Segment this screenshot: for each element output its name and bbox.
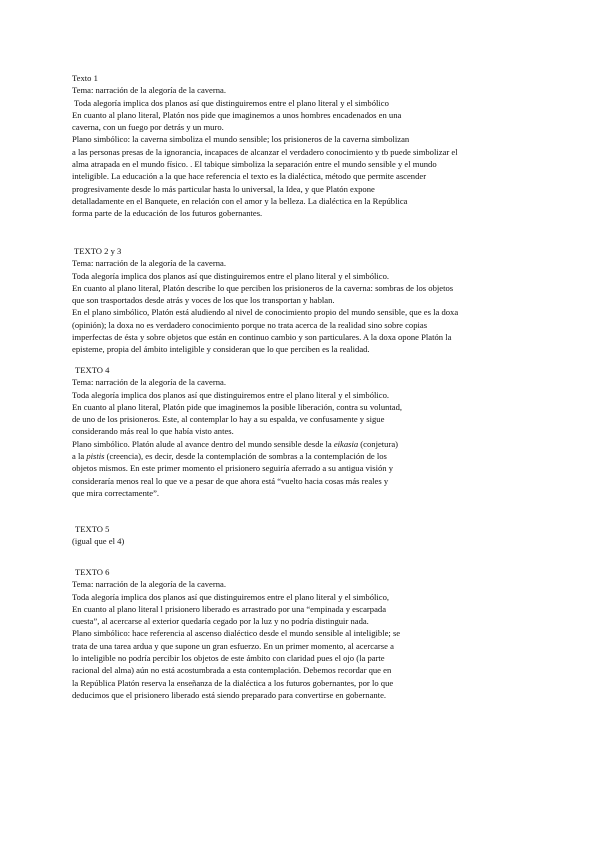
paragraph-line: En cuanto al plano literal l prisionero liberado es arrastrado por una “empinada y escarpada xyxy=(72,603,387,614)
paragraph-line: lo inteligible no podría percibir los objetos de este ámbito con claridad pues el ojo (la parte xyxy=(72,653,385,664)
text-run: Plano simbólico. Platón alude al avance dentro del mundo sensible desde la xyxy=(72,438,334,449)
paragraph-line: trata de una tarea ardua y que supone un gran esfuerzo. En un primer momento, al acercarse a xyxy=(72,640,394,651)
paragraph-line: Tema: narración de la alegoría de la caverna. xyxy=(72,85,226,96)
section-heading: TEXTO 4 xyxy=(75,365,110,375)
paragraph-line: Tema: narración de la alegoría de la caverna. xyxy=(72,258,226,269)
section-heading: TEXTO 6 xyxy=(75,567,110,577)
texto-6-section xyxy=(72,566,542,701)
paragraph-line: caverna, con un fuego por detrás y un muro. xyxy=(72,122,224,133)
paragraph-line: alma atrapada en el mundo físico. . El tabique simboliza la separación entre el mundo sensible y el mundo xyxy=(72,159,437,170)
texto-1-section xyxy=(72,72,542,220)
paragraph-line: Toda alegoría implica dos planos así que distinguiremos entre el plano literal y el simbólico. xyxy=(72,270,390,281)
paragraph-line: consideraría menos real lo que ve a pesar de que ahora está “vuelto hacia cosas más reales y xyxy=(72,475,389,486)
term-pistis: pistis xyxy=(86,451,105,462)
text-run: a la xyxy=(72,451,87,462)
paragraph-line: Toda alegoría implica dos planos así que distinguiremos entre el plano literal y el simbólico. xyxy=(72,389,390,400)
paragraph-line: que son trasportados desde atrás y voces de los que los transportan y hablan. xyxy=(72,295,335,306)
paragraph-line: que mira correctamente”. xyxy=(72,487,160,498)
texto-5-section xyxy=(72,523,542,548)
paragraph-line: En el plano simbólico, Platón está aludiendo al nivel de conocimiento propio del mundo sensible, que es la doxa xyxy=(72,307,459,318)
paragraph-line: En cuanto al plano literal, Platón pide que imaginemos la posible liberación, contra su voluntad, xyxy=(72,401,403,412)
paragraph-line: la República Platón reserva la enseñanza de la dialéctica a los futuros gobernantes, por lo que xyxy=(72,677,394,688)
paragraph-line: Toda alegoría implica dos planos así que distinguiremos entre el plano literal y el simbólico xyxy=(74,97,389,108)
paragraph-line: Tema: narración de la alegoría de la caverna. xyxy=(72,377,226,388)
paragraph-line: Plano simbólico: hace referencia al ascenso dialéctico desde el mundo sensible al inteligible; se xyxy=(72,628,401,639)
text-run: (conjetura) xyxy=(358,438,398,449)
texto-4-section xyxy=(72,364,542,499)
paragraph-line: Toda alegoría implica dos planos así que distinguiremos entre el plano literal y el simbólico, xyxy=(72,591,390,602)
paragraph-line: forma parte de la educación de los futuros gobernantes. xyxy=(72,208,263,219)
paragraph-line: objetos mismos. En este primer momento el prisionero seguiría aferrado a su antigua visión y xyxy=(72,463,393,474)
paragraph-line: Tema: narración de la alegoría de la caverna. xyxy=(72,579,226,590)
paragraph-line: detalladamente en el Banquete, en relación con el amor y la belleza. La dialéctica en la República xyxy=(72,195,408,206)
paragraph-line: de uno de los prisioneros. Este, al contemplar lo hay a su espalda, ve confusamente y sigue xyxy=(72,414,385,425)
paragraph-line: progresivamente desde lo más particular hasta lo universal, la Idea, y que Platón expone xyxy=(72,183,375,194)
paragraph-line: (igual que el 4) xyxy=(72,536,125,547)
paragraph-line: Plano simbólico: la caverna simboliza el mundo sensible; los prisioneros de la caverna simbolizan xyxy=(72,134,410,145)
section-heading: TEXTO 2 y 3 xyxy=(74,246,122,256)
paragraph-line: episteme, propia del ámbito inteligible y consideran que lo que perciben es la realidad. xyxy=(72,344,370,355)
paragraph-line xyxy=(72,450,542,462)
paragraph-line: racional del alma) aún no está acostumbrada a esta contemplación. Debemos recordar que en xyxy=(72,665,392,676)
section-heading: Texto 1 xyxy=(72,73,98,83)
paragraph-line: deducimos que el prisionero liberado está siendo preparado para convertirse en gobernante. xyxy=(72,689,387,700)
paragraph-line: imperfectas de ésta y sobre objetos que están en continuo cambio y son particulares. A la doxa opone Platón la xyxy=(72,332,452,343)
paragraph-line: a las personas presas de la ignorancia, incapaces de alcanzar el verdadero conocimiento y tb puede simbolizar el xyxy=(72,146,458,157)
paragraph-line: En cuanto al plano literal, Platón describe lo que perciben los prisioneros de la caverna: sombras de los objetos xyxy=(72,282,454,293)
paragraph-line: cuesta”, al acercarse al exterior quedaría cegado por la luz y no podría distinguir nada. xyxy=(72,616,369,627)
paragraph-line: considerando más real lo que había visto antes. xyxy=(72,426,234,437)
texto-2-3-section xyxy=(72,245,542,356)
paragraph-line: inteligible. La educación a la que hace referencia el texto es la dialéctica, método que permite ascender xyxy=(72,171,427,182)
paragraph-line: En cuanto al plano literal, Platón nos pide que imaginemos a unos hombres encadenados en una xyxy=(72,109,402,120)
section-heading: TEXTO 5 xyxy=(75,524,110,534)
term-eikasia: eikasia xyxy=(333,438,359,449)
paragraph-line: (opinión); la doxa no es verdadero conocimiento porque no trata acerca de la realidad sino sobre copias xyxy=(72,319,428,330)
paragraph-line xyxy=(72,438,542,450)
text-run: (creencia), es decir, desde la contemplación de sombras a la contemplación de los xyxy=(104,451,387,462)
